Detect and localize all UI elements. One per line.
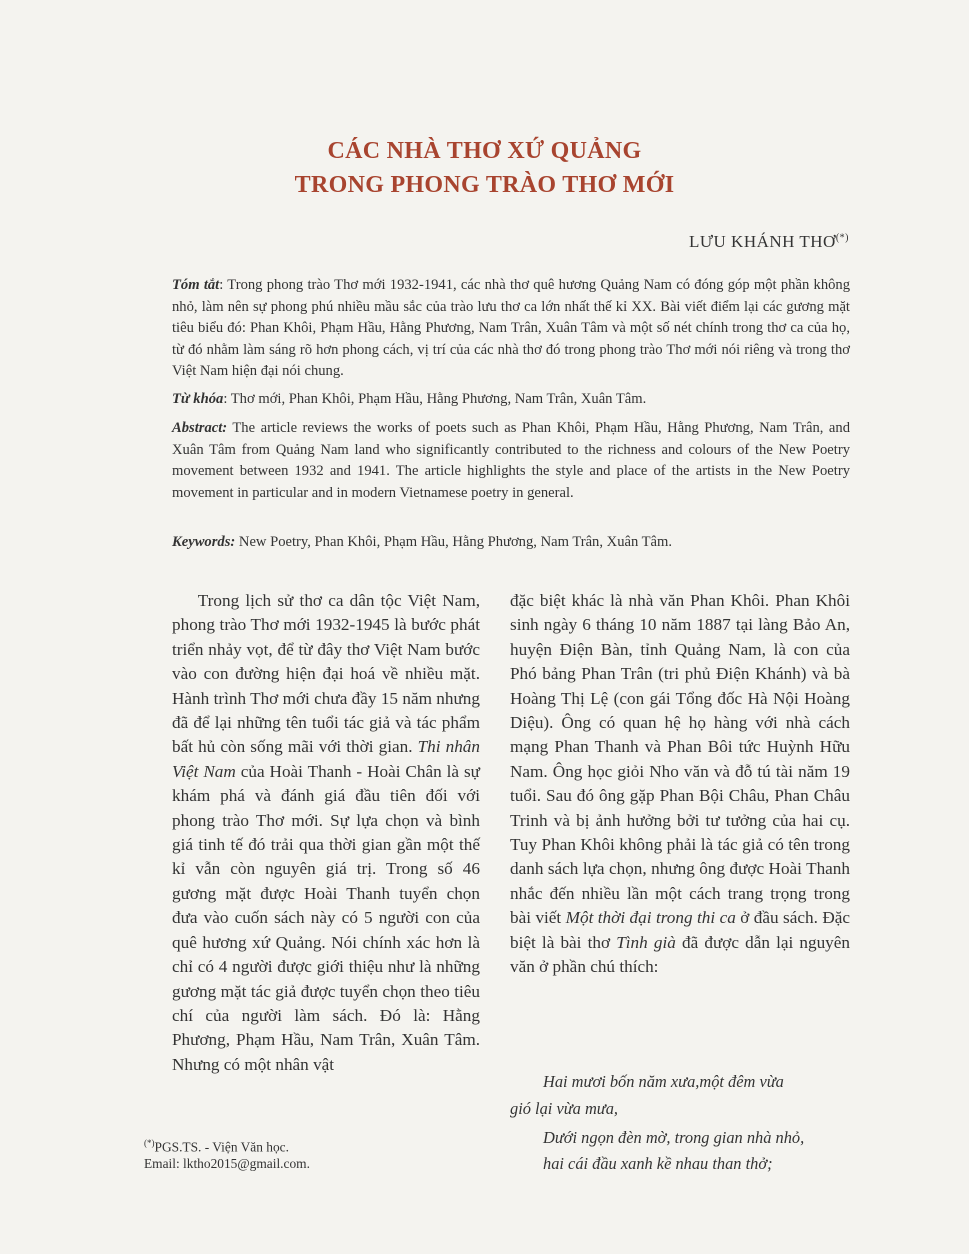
body-right-text-c: đã được dẫn lại nguyên văn ở phần chú thích: bbox=[510, 932, 850, 977]
poem-line-4: hai cái đầu xanh kề nhau than thở; bbox=[543, 1154, 773, 1173]
author-footnote-mark: (*) bbox=[835, 232, 849, 244]
body-left-text-b: của Hoài Thanh - Hoài Chân là sự khám phá và đánh giá đầu tiên đối với phong trào Thơ mới. Sự lựa chọn và bình giá tinh tế đó trải qua thời gian gần một thế kỉ vẫn còn nguyên giá trị. Trong số 46 gương mặt được Hoài Thanh tuyển chọn đưa vào cuốn sách này có 5 người con của quê hương xứ Quảng. Nói chính xác hơn là chỉ có 4 người được giới thiệu như là những gương mặt tác giả được tuyển chọn theo tiêu chí của người làm sách. Đó là: Hằng Phương, Phạm Hầu, Nam Trân, Xuân Tâm. Nhưng có một nhân vật bbox=[172, 761, 480, 1074]
keywords-en-label: Keywords: bbox=[172, 534, 236, 550]
author-name-text: LƯU KHÁNH THƠ bbox=[688, 232, 836, 251]
keywords-en-text: New Poetry, Phan Khôi, Phạm Hầu, Hằng Phương, Nam Trân, Xuân Tâm. bbox=[235, 534, 673, 550]
footnote-email: Email: lktho2015@gmail.com. bbox=[144, 1156, 310, 1171]
abstract-en-label: Abstract: bbox=[172, 420, 228, 436]
summary-vi-label: Tóm tắt bbox=[172, 277, 220, 293]
body-left-text-a: Trong lịch sử thơ ca dân tộc Việt Nam, phong trào Thơ mới 1932-1945 là bước phát triển nhảy vọt, để từ đây thơ Việt Nam bước vào con đường hiện đại hoá về nhiều mặt. Hành trình Thơ mới chưa đầy 15 năm nhưng đã để lại những tên tuổi tác giả và tác phẩm bất hủ còn sống mãi với thời gian. bbox=[172, 591, 480, 757]
essay-title-mot-thoi-dai: Một thời đại trong thi ca bbox=[565, 908, 736, 928]
body-column-right bbox=[510, 589, 850, 980]
footnote-mark: (*) bbox=[144, 1138, 155, 1148]
keywords-vi-text: : Thơ mới, Phan Khôi, Phạm Hầu, Hằng Phương, Nam Trân, Xuân Tâm. bbox=[223, 391, 647, 407]
body-column-left bbox=[172, 589, 480, 1077]
body-paragraph-1 bbox=[172, 589, 480, 1077]
body-right-text-b: ở đầu sách. Đặc biệt là bài thơ bbox=[510, 908, 850, 952]
body-paragraph-2 bbox=[510, 589, 850, 980]
body-right-text-a: đặc biệt khác là nhà văn Phan Khôi. Phan Khôi sinh ngày 6 tháng 10 năm 1887 tại làng Bảo An, huyện Điện Bàn, tỉnh Quảng Nam, là con của Phó bảng Phan Trân (tri phủ Điện Khánh) và bà Hoàng Thị Lệ (con gái Tổng đốc Hà Nội Hoàng Diệu). Ông có quan hệ họ hàng với nhà cách mạng Phan Thanh và Phan Bôi tức Huỳnh Hữu Nam. Ông học giỏi Nho văn và đỗ tú tài năm 19 tuổi. Sau đó ông gặp Phan Bội Châu, Phan Châu Trinh và bị ảnh hưởng bởi tư tưởng của hai cụ. Tuy Phan Khôi không phải là tác giả có tên trong danh sách lựa chọn, nhưng ông được Hoài Thanh nhắc đến nhiều lần một cách trang trọng trong bài viết bbox=[510, 591, 850, 928]
book-title-thi-nhan-viet-nam: Thi nhân Việt Nam bbox=[172, 737, 480, 781]
article-title-line-1: CÁC NHÀ THƠ XỨ QUẢNG bbox=[327, 138, 642, 164]
keywords-vi bbox=[172, 389, 850, 411]
author-name bbox=[689, 232, 849, 252]
article-title-line-2: TRONG PHONG TRÀO THƠ MỚI bbox=[294, 172, 675, 198]
abstract-en-text: The article reviews the works of poets such as Phan Khôi, Phạm Hầu, Hằng Phương, Nam Trân, and Xuân Tâm from Quảng Nam land who significantly contributed to the richness and colours of the New Poetry movement between 1932 and 1941. The article highlights the style and place of the artists in the New Poetry movement in particular and in modern Vietnamese poetry in general. bbox=[172, 420, 850, 501]
abstract-en bbox=[172, 418, 850, 504]
keywords-en bbox=[172, 532, 850, 554]
poem-line-3: Dưới ngọn đèn mờ, trong gian nhà nhỏ, bbox=[543, 1128, 805, 1147]
summary-vi-text: : Trong phong trào Thơ mới 1932-1941, các nhà thơ quê hương Quảng Nam có đóng góp một phần không nhỏ, làm nên sự phong phú nhiều mầu sắc của trào lưu thơ ca lớn nhất thế kỉ XX. Bài viết điểm lại các gương mặt tiêu biểu đó: Phan Khôi, Phạm Hầu, Hằng Phương, Nam Trân, Xuân Tâm và một số nét chính trong thơ ca của họ, từ đó nhằm làm sáng rõ hơn phong cách, vị trí của các nhà thơ đó trong phong trào Thơ mới nói riêng và trong thơ Việt Nam hiện đại nói chung. bbox=[172, 277, 851, 379]
summary-vi bbox=[172, 275, 850, 383]
footnote-affiliation-text: PGS.TS. - Viện Văn học. bbox=[154, 1139, 289, 1155]
poem-title-tinh-gia: Tình già bbox=[616, 932, 676, 952]
poem-line-1: Hai mươi bốn năm xưa,một đêm vừa bbox=[543, 1072, 784, 1091]
keywords-vi-label: Từ khóa bbox=[172, 391, 224, 407]
poem-line-2: gió lại vừa mưa, bbox=[510, 1099, 619, 1118]
